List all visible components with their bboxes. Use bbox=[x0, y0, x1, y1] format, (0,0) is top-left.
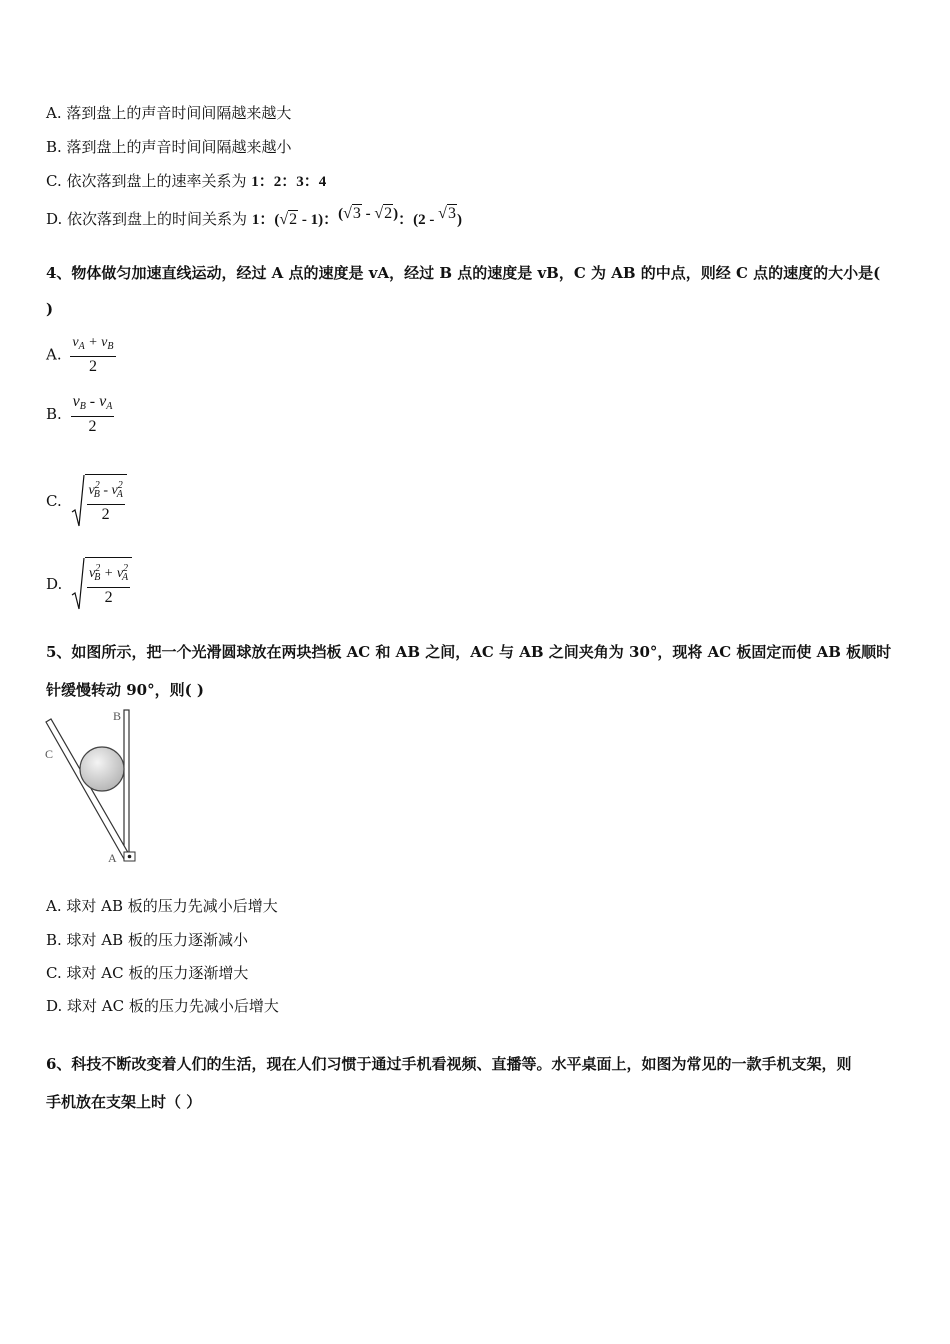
q5-option-a: A. 球对 AB 板的压力先减小后增大 bbox=[46, 897, 278, 915]
q5-stem-line2: 针缓慢转动 90°，则( ) bbox=[46, 681, 205, 699]
q4-option-d bbox=[46, 557, 132, 611]
q3-option-d-close2: ) bbox=[393, 206, 399, 222]
q4-option-a bbox=[46, 334, 116, 377]
q4-stem-line2: ) bbox=[46, 300, 54, 318]
q4-option-b bbox=[46, 393, 114, 437]
sqrt-symbol: √ bbox=[438, 205, 447, 222]
plate-ac bbox=[46, 719, 130, 859]
q5-figure-ball-between-plates bbox=[44, 706, 140, 866]
q3-option-d-part2: - 1)： bbox=[298, 212, 339, 228]
q3-option-b: B. 落到盘上的声音时间间隔越来越小 bbox=[46, 138, 292, 156]
q3-option-d-text: D. 依次落到盘上的时间关系为 bbox=[46, 210, 252, 228]
sqrt-symbol: √ bbox=[279, 211, 289, 228]
fraction-denominator: 2 bbox=[104, 589, 113, 606]
fraction-numerator: $v^2_B + v^2_A$ bbox=[87, 560, 130, 588]
q5-stem-line1: 5、如图所示，把一个光滑圆球放在两块挡板 AC 和 AB 之间，AC 与 AB 之间夹角为 30°，现将 AC 板固定而使 AB 板顺时 bbox=[46, 643, 892, 661]
q4-option-b-label: B. bbox=[46, 405, 62, 423]
q3-option-d-open2: ( bbox=[338, 206, 344, 222]
q3-option-c-ratio: 1：2：3：4 bbox=[251, 174, 327, 190]
sqrt-icon bbox=[71, 474, 127, 528]
label-a: A bbox=[108, 851, 117, 865]
q4-option-c-fraction bbox=[87, 477, 125, 525]
q4-option-b-fraction bbox=[71, 393, 115, 437]
plate-ab bbox=[124, 710, 129, 860]
label-c: C bbox=[45, 747, 54, 761]
fraction-denominator: 2 bbox=[88, 418, 97, 435]
q3-option-d-close3: ) bbox=[456, 212, 462, 228]
sqrt-symbol: √ bbox=[374, 205, 384, 222]
q5-option-c: C. 球对 AC 板的压力逐渐增大 bbox=[46, 964, 249, 982]
hinge-pin bbox=[128, 855, 132, 859]
fraction-numerator: $v_B - v_A$ bbox=[71, 393, 115, 417]
q4-option-d-fraction bbox=[87, 560, 130, 608]
sqrt-icon bbox=[71, 557, 132, 611]
fraction-numerator: $v^2_B - v^2_A$ bbox=[87, 477, 125, 505]
q4-option-a-fraction bbox=[70, 334, 115, 377]
q3-option-c-text: C. 依次落到盘上的速率关系为 bbox=[46, 172, 252, 190]
q3-option-d bbox=[46, 205, 462, 229]
q4-option-c-label: C. bbox=[46, 492, 62, 510]
q3-option-d-minus2: - bbox=[361, 206, 375, 222]
q3-option-c bbox=[46, 170, 326, 191]
q3-option-d-part1: 1：( bbox=[251, 212, 280, 228]
q3-root-3b: 3 bbox=[447, 205, 456, 222]
ball bbox=[80, 747, 124, 791]
fraction-denominator: 2 bbox=[101, 506, 110, 523]
q4-stem-line1: 4、物体做匀加速直线运动，经过 A 点的速度是 vA，经过 B 点的速度是 vB，C 为 AB 的中点，则经 C 点的速度的大小是( bbox=[46, 264, 881, 282]
label-b: B bbox=[113, 709, 122, 723]
fraction-numerator: $v_A + v_B$ bbox=[70, 334, 115, 357]
q6-stem-line1: 6、科技不断改变着人们的生活，现在人们习惯于通过手机看视频、直播等。水平桌面上，如图为常见的一款手机支架，则 bbox=[46, 1055, 852, 1073]
q4-option-c bbox=[46, 474, 127, 528]
q5-option-d: D. 球对 AC 板的压力先减小后增大 bbox=[46, 997, 279, 1015]
q4-option-d-label: D. bbox=[46, 575, 63, 593]
q4-option-a-label: A. bbox=[46, 345, 62, 364]
q5-option-b: B. 球对 AB 板的压力逐渐减小 bbox=[46, 931, 248, 949]
q3-option-d-sep: ：(2 - bbox=[398, 212, 439, 228]
q3-root-2b: 2 bbox=[384, 205, 393, 222]
q3-root-2: 2 bbox=[289, 211, 298, 228]
fraction-denominator: 2 bbox=[88, 358, 97, 375]
q3-option-a: A. 落到盘上的声音时间间隔越来越大 bbox=[46, 104, 292, 122]
q3-root-3: 3 bbox=[352, 205, 361, 222]
sqrt-symbol: √ bbox=[343, 205, 352, 222]
q6-stem-line2: 手机放在支架上时（ ） bbox=[46, 1093, 202, 1111]
